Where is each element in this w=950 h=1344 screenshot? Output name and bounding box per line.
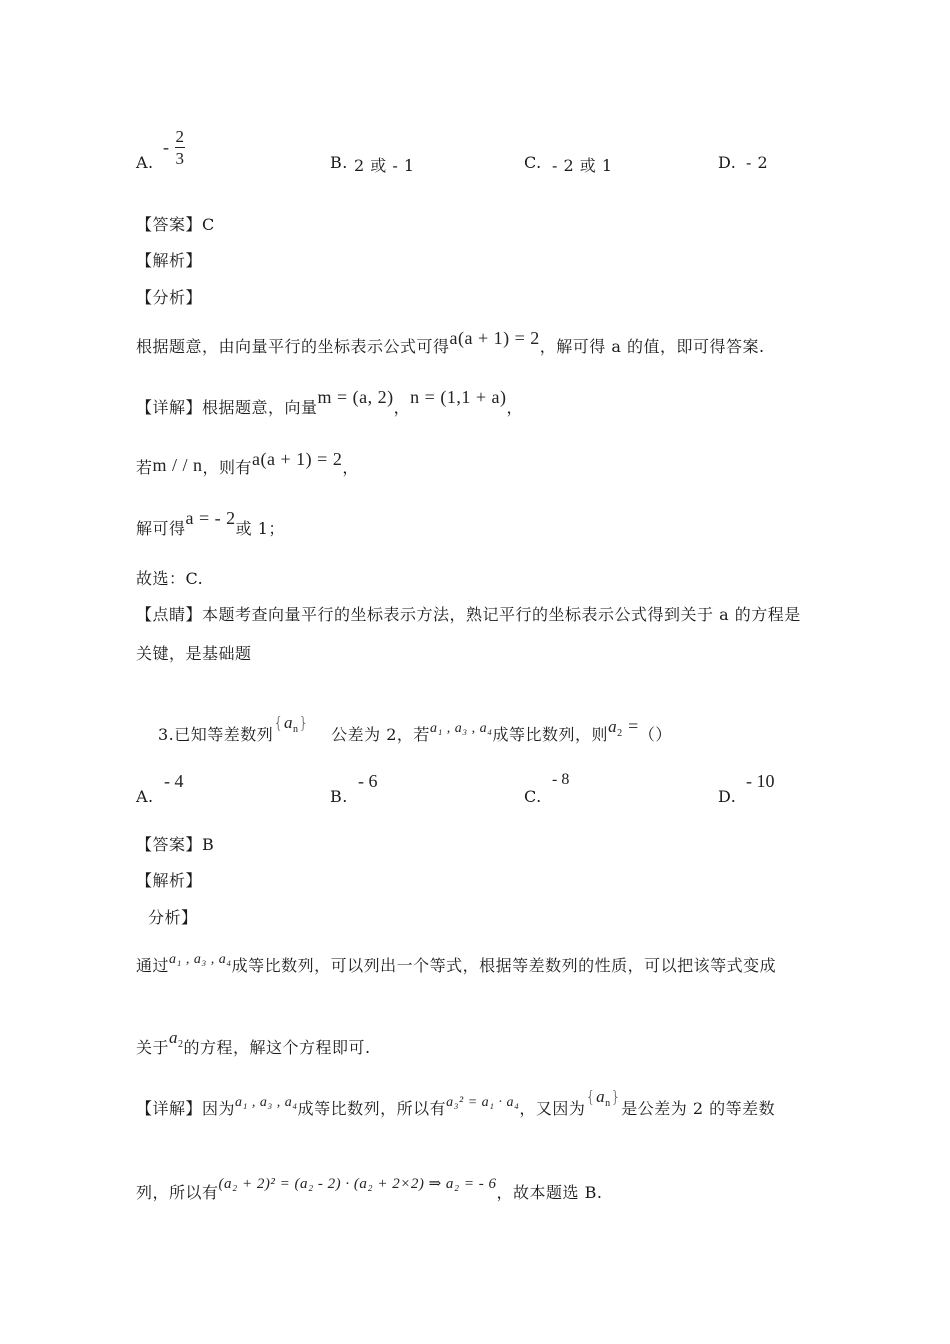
q3-analysis-line-2 bbox=[136, 1028, 371, 1060]
q2-solve-line bbox=[136, 508, 285, 539]
q3-detail-c: ，又因为 bbox=[519, 1099, 586, 1118]
q2-solve-label: 解可得 bbox=[136, 519, 186, 538]
fraction-denominator: 3 bbox=[175, 149, 184, 168]
q3-detail-sequence bbox=[585, 1087, 622, 1109]
q3-analysis-terms: a₁ , a₃ , a₄ bbox=[169, 952, 232, 967]
left-brace-icon: { bbox=[273, 713, 284, 732]
q2-detail-label: 【详解】根据题意，向量 bbox=[136, 398, 318, 417]
q3-analysis-line-1 bbox=[136, 953, 776, 976]
q2-comma-1: ， bbox=[393, 398, 411, 417]
equals-sign: = bbox=[628, 716, 639, 736]
q3-option-a-letter: A. bbox=[136, 787, 154, 806]
a2-letter: a bbox=[169, 1028, 179, 1047]
q3-option-a-value: - 4 bbox=[164, 771, 184, 791]
a2-subscript: 2 bbox=[178, 1039, 184, 1050]
q2-zeyou: ，则有 bbox=[202, 458, 253, 477]
a2-subscript: 2 bbox=[617, 728, 623, 739]
q3-analysis-c1: 关于 bbox=[136, 1038, 170, 1057]
q3-option-c-value: - 8 bbox=[552, 771, 570, 788]
q2-ruo: 若 bbox=[136, 458, 153, 477]
q2-comma-3: ， bbox=[342, 458, 359, 477]
q2-dianjing-line-1: 【点睛】本题考查向量平行的坐标表示方法，熟记平行的坐标表示公式得到关于 a 的方程是 bbox=[136, 605, 801, 624]
sequence-letter: a bbox=[283, 713, 293, 732]
q3-analysis-c2: 的方程，解这个方程即可. bbox=[183, 1038, 371, 1057]
q2-jiexi-heading: 【解析】 bbox=[136, 251, 203, 270]
sequence-subscript: n bbox=[605, 1098, 611, 1109]
q2-analysis-line bbox=[136, 328, 765, 357]
q3-option-b-value: - 6 bbox=[358, 771, 378, 791]
q2-condition-line bbox=[136, 449, 359, 478]
a2-letter: a bbox=[608, 717, 618, 736]
q3-paren: （） bbox=[638, 725, 672, 744]
q3-answer: 【答案】B bbox=[136, 835, 215, 854]
q3-stem bbox=[158, 713, 672, 747]
q3-analysis-a2 bbox=[169, 1028, 184, 1050]
q3-analysis-b: 成等比数列，可以列出一个等式，根据等差数列的性质，可以把该等式变成 bbox=[231, 956, 777, 975]
q3-option-b-letter: B. bbox=[330, 787, 348, 806]
option-c-letter: C. bbox=[524, 153, 542, 172]
sequence-letter: a bbox=[596, 1087, 606, 1106]
option-a-sign: - bbox=[163, 137, 169, 157]
q2-fenxi-heading: 【分析】 bbox=[136, 288, 203, 307]
q2-analysis-text-a: 根据题意，由向量平行的坐标表示公式可得 bbox=[136, 337, 450, 356]
q3-analysis-a: 通过 bbox=[136, 956, 170, 975]
option-a-letter: A. bbox=[136, 153, 154, 172]
option-a-value bbox=[163, 128, 186, 167]
q3-jiexi-heading: 【解析】 bbox=[136, 871, 203, 890]
q3-detail-e: 列，所以有 bbox=[136, 1183, 219, 1202]
q2-equation-2: a(a + 1) = 2 bbox=[252, 449, 343, 469]
option-d-letter: D. bbox=[718, 153, 737, 172]
q3-detail-line-1 bbox=[136, 1087, 776, 1121]
option-b-letter: B. bbox=[330, 153, 348, 172]
q3-detail-line-2 bbox=[136, 1176, 603, 1203]
q2-solve-tail: 或 1； bbox=[235, 519, 285, 538]
q3-detail-b: 成等比数列，所以有 bbox=[297, 1099, 447, 1118]
q3-detail-a: 【详解】因为 bbox=[136, 1099, 236, 1118]
q3-detail-f: ，故本题选 B. bbox=[496, 1183, 603, 1202]
q2-dianjing-line-2: 关键，是基础题 bbox=[136, 644, 252, 663]
q3-a2 bbox=[608, 716, 639, 739]
vector-n: n = (1,1 + a) bbox=[410, 387, 507, 407]
q3-stem-b: 公差为 2，若 bbox=[331, 725, 430, 744]
q2-selection: 故选：C. bbox=[136, 569, 204, 588]
q2-answer: 【答案】C bbox=[136, 215, 215, 234]
q3-detail-d: 是公差为 2 的等差数 bbox=[621, 1099, 776, 1118]
q2-comma-2: ， bbox=[506, 398, 523, 417]
parallel-relation: m / / n bbox=[152, 455, 203, 475]
q3-option-c-letter: C. bbox=[524, 787, 542, 806]
q3-detail-terms: a₁ , a₃ , a₄ bbox=[235, 1095, 298, 1110]
option-a-fraction bbox=[174, 128, 187, 167]
q3-option-d-letter: D. bbox=[718, 787, 737, 806]
option-c-value: - 2 或 1 bbox=[552, 156, 613, 175]
q3-detail-equation-2: (a₂ + 2)² = (a₂ - 2) · (a₂ + 2×2) ⇒ a₂ = - 6 bbox=[218, 1176, 497, 1192]
q3-terms: a₁ , a₃ , a₄ bbox=[429, 721, 493, 736]
q3-stem-a: 3.已知等差数列 bbox=[158, 725, 274, 744]
fraction-numerator: 2 bbox=[175, 127, 184, 146]
q2-analysis-equation: a(a + 1) = 2 bbox=[449, 328, 540, 348]
q3-detail-equation-1: a₃² = a₁ · a₄ bbox=[446, 1095, 520, 1110]
q2-solve-equation: a = - 2 bbox=[185, 508, 236, 528]
q3-option-d-value: - 10 bbox=[746, 771, 775, 791]
q2-detail-line bbox=[136, 387, 523, 418]
option-d-value: - 2 bbox=[746, 153, 769, 172]
vector-m: m = (a, 2) bbox=[317, 387, 394, 407]
q3-fenxi-heading: 分析】 bbox=[148, 908, 198, 927]
left-brace-icon: { bbox=[585, 1087, 597, 1106]
q2-analysis-text-b: ，解可得 a 的值，即可得答案. bbox=[539, 337, 765, 356]
right-brace-icon: } bbox=[610, 1087, 622, 1106]
q3-stem-c: 成等比数列，则 bbox=[492, 725, 609, 744]
right-brace-icon: } bbox=[298, 713, 310, 732]
sequence-subscript: n bbox=[292, 724, 299, 735]
option-b-value: 2 或 - 1 bbox=[354, 156, 415, 175]
sequence-an bbox=[273, 713, 310, 735]
